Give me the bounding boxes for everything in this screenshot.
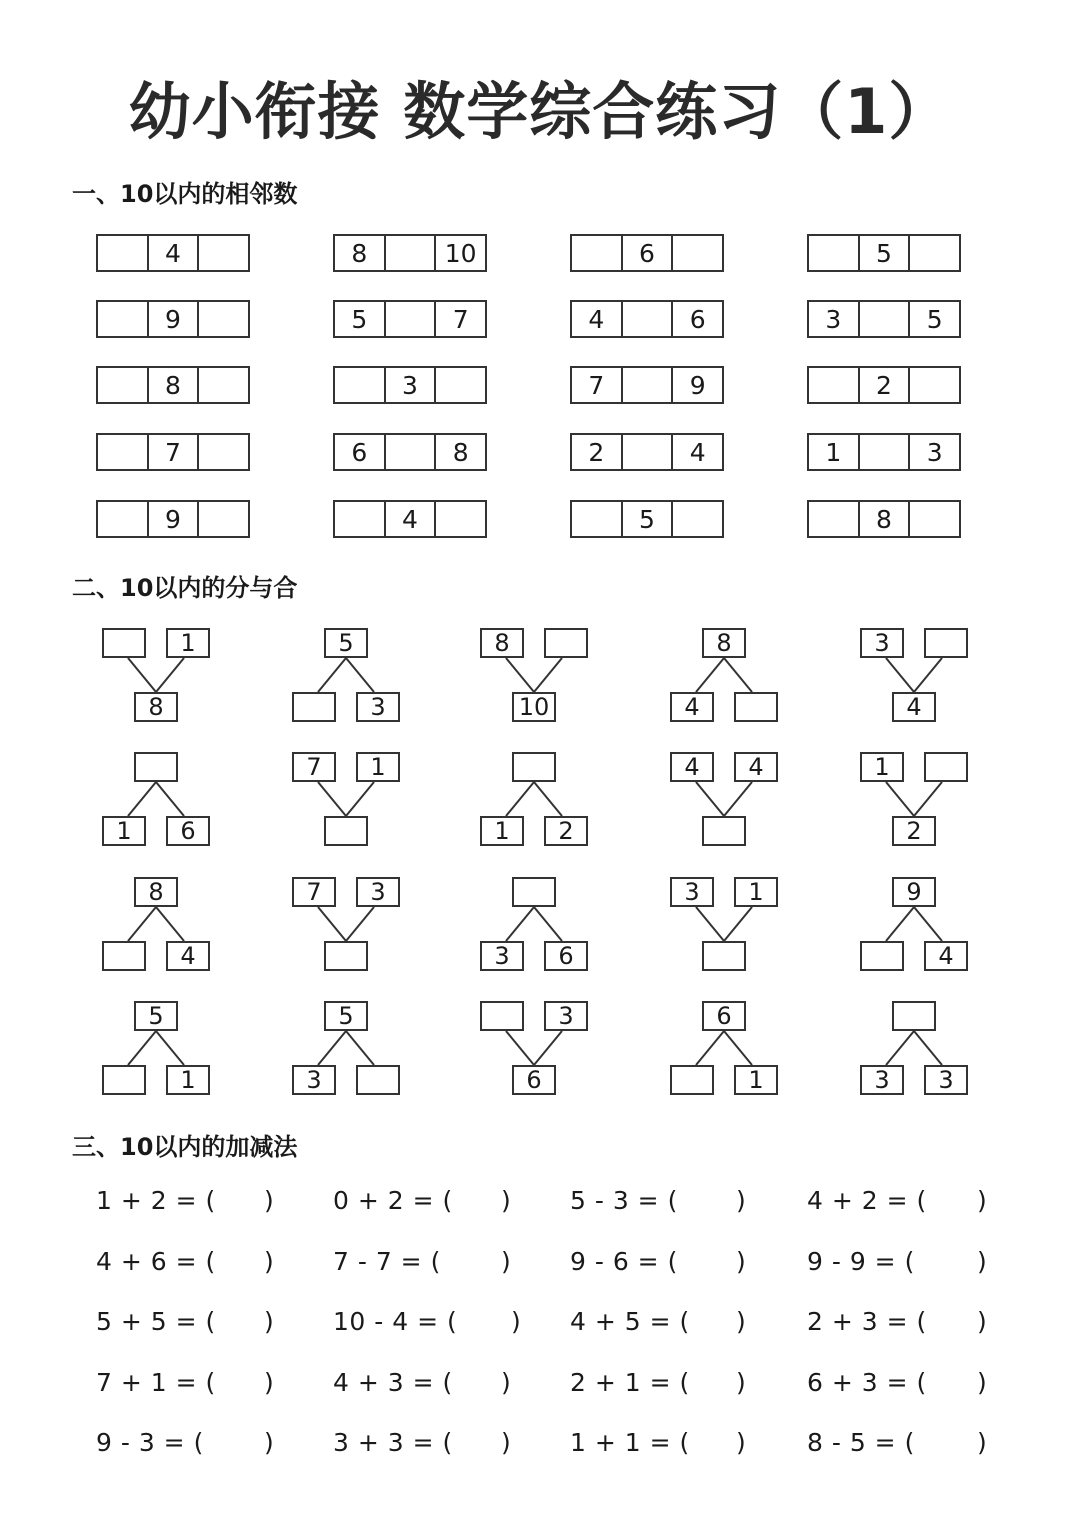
answer-blank-box[interactable] xyxy=(512,877,556,907)
equation-prompt: 8 - 5 = ( xyxy=(807,1428,915,1457)
equation-prompt: 0 + 2 = ( xyxy=(333,1186,453,1215)
given-number-box: 1 xyxy=(825,437,842,467)
answer-blank-box[interactable] xyxy=(134,752,178,782)
answer-close-paren: ) xyxy=(264,1428,274,1457)
answer-blank-box[interactable] xyxy=(908,502,959,536)
equation-prompt: 1 + 1 = ( xyxy=(570,1428,690,1457)
equation-prompt: 2 + 1 = ( xyxy=(570,1368,690,1397)
answer-blank-box[interactable] xyxy=(572,502,621,536)
answer-close-paren: ) xyxy=(501,1247,511,1276)
answer-blank-box[interactable] xyxy=(860,941,904,971)
neighbor-triplet xyxy=(570,234,724,272)
number-bond xyxy=(670,628,778,728)
given-number-box: 7 xyxy=(434,302,485,336)
answer-blank-box[interactable] xyxy=(98,236,147,270)
given-number-box: 1 xyxy=(356,752,400,782)
answer-blank-box[interactable] xyxy=(384,435,435,469)
answer-blank-box[interactable] xyxy=(670,1065,714,1095)
number-bond xyxy=(480,628,588,728)
answer-close-paren: ) xyxy=(736,1247,746,1276)
given-number-box: 5 xyxy=(324,628,368,658)
section-heading-neighbors: 一、10以内的相邻数 xyxy=(72,180,298,208)
given-number-box: 1 xyxy=(102,816,146,846)
answer-blank-box[interactable] xyxy=(809,502,858,536)
answer-blank-box[interactable] xyxy=(98,435,147,469)
given-number-box: 3 xyxy=(292,1065,336,1095)
neighbor-triplet xyxy=(333,500,487,538)
answer-close-paren: ) xyxy=(264,1307,274,1336)
answer-blank-box[interactable] xyxy=(892,1001,936,1031)
given-number-box: 9 xyxy=(147,502,198,536)
answer-close-paren: ) xyxy=(264,1368,274,1397)
number-bond xyxy=(860,1001,968,1101)
neighbor-triplet xyxy=(807,300,961,338)
neighbor-triplet xyxy=(333,234,487,272)
answer-blank-box[interactable] xyxy=(324,816,368,846)
given-number-box: 1 xyxy=(166,1065,210,1095)
equation-prompt: 9 - 9 = ( xyxy=(807,1247,915,1276)
answer-blank-box[interactable] xyxy=(908,236,959,270)
answer-blank-box[interactable] xyxy=(434,502,485,536)
number-bond xyxy=(292,877,400,977)
equation-prompt: 7 - 7 = ( xyxy=(333,1247,441,1276)
neighbor-triplet xyxy=(333,433,487,471)
number-bond xyxy=(860,877,968,977)
given-number-box: 2 xyxy=(858,368,909,402)
equation-prompt: 9 - 6 = ( xyxy=(570,1247,678,1276)
equation-prompt: 6 + 3 = ( xyxy=(807,1368,927,1397)
neighbor-triplet xyxy=(570,300,724,338)
neighbor-triplet xyxy=(96,433,250,471)
answer-blank-box[interactable] xyxy=(335,368,384,402)
number-bond xyxy=(102,628,210,728)
given-number-box: 4 xyxy=(892,692,936,722)
section-heading-bonds: 二、10以内的分与合 xyxy=(72,574,298,602)
given-number-box: 2 xyxy=(892,816,936,846)
answer-close-paren: ) xyxy=(264,1186,274,1215)
answer-blank-box[interactable] xyxy=(324,941,368,971)
number-bond xyxy=(860,628,968,728)
given-number-box: 6 xyxy=(671,302,722,336)
answer-close-paren: ) xyxy=(977,1247,987,1276)
answer-blank-box[interactable] xyxy=(384,236,435,270)
given-number-box: 4 xyxy=(670,692,714,722)
answer-close-paren: ) xyxy=(977,1307,987,1336)
equation-prompt: 4 + 2 = ( xyxy=(807,1186,927,1215)
given-number-box: 1 xyxy=(480,816,524,846)
answer-close-paren: ) xyxy=(501,1368,511,1397)
neighbor-triplet xyxy=(96,500,250,538)
answer-blank-box[interactable] xyxy=(102,628,146,658)
answer-blank-box[interactable] xyxy=(102,1065,146,1095)
given-number-box: 6 xyxy=(702,1001,746,1031)
given-number-box: 4 xyxy=(147,236,198,270)
answer-blank-box[interactable] xyxy=(621,435,672,469)
given-number-box: 3 xyxy=(384,368,435,402)
answer-close-paren: ) xyxy=(736,1368,746,1397)
answer-blank-box[interactable] xyxy=(924,752,968,782)
given-number-box: 9 xyxy=(671,368,722,402)
given-number-box: 1 xyxy=(166,628,210,658)
equation-prompt: 3 + 3 = ( xyxy=(333,1428,453,1457)
answer-close-paren: ) xyxy=(736,1428,746,1457)
given-number-box: 8 xyxy=(134,877,178,907)
given-number-box: 3 xyxy=(860,628,904,658)
given-number-box: 10 xyxy=(512,692,556,722)
answer-blank-box[interactable] xyxy=(98,502,147,536)
answer-blank-box[interactable] xyxy=(809,236,858,270)
given-number-box: 1 xyxy=(860,752,904,782)
answer-close-paren: ) xyxy=(501,1428,511,1457)
answer-blank-box[interactable] xyxy=(858,302,909,336)
number-bond xyxy=(860,752,968,852)
given-number-box: 5 xyxy=(351,304,368,334)
equation-prompt: 4 + 3 = ( xyxy=(333,1368,453,1397)
number-bond xyxy=(102,877,210,977)
answer-blank-box[interactable] xyxy=(197,368,248,402)
given-number-box: 3 xyxy=(924,1065,968,1095)
given-number-box: 8 xyxy=(858,502,909,536)
given-number-box: 5 xyxy=(908,302,959,336)
answer-blank-box[interactable] xyxy=(702,816,746,846)
given-number-box: 4 xyxy=(384,502,435,536)
answer-blank-box[interactable] xyxy=(512,752,556,782)
answer-blank-box[interactable] xyxy=(197,302,248,336)
given-number-box: 4 xyxy=(588,304,605,334)
given-number-box: 6 xyxy=(544,941,588,971)
number-bond xyxy=(102,752,210,852)
equation-prompt: 9 - 3 = ( xyxy=(96,1428,204,1457)
given-number-box: 8 xyxy=(434,435,485,469)
section-heading-equations: 三、10以内的加减法 xyxy=(72,1133,298,1161)
answer-blank-box[interactable] xyxy=(734,692,778,722)
number-bond xyxy=(480,877,588,977)
neighbor-triplet xyxy=(570,433,724,471)
number-bond xyxy=(292,752,400,852)
equation-prompt: 1 + 2 = ( xyxy=(96,1186,216,1215)
given-number-box: 6 xyxy=(512,1065,556,1095)
given-number-box: 1 xyxy=(734,1065,778,1095)
given-number-box: 4 xyxy=(924,941,968,971)
neighbor-triplet xyxy=(807,366,961,404)
answer-blank-box[interactable] xyxy=(621,302,672,336)
given-number-box: 1 xyxy=(734,877,778,907)
given-number-box: 7 xyxy=(292,877,336,907)
number-bond xyxy=(670,877,778,977)
number-bond xyxy=(480,1001,588,1101)
given-number-box: 8 xyxy=(351,238,368,268)
number-bond xyxy=(670,752,778,852)
neighbor-triplet xyxy=(807,433,961,471)
neighbor-triplet xyxy=(807,500,961,538)
given-number-box: 3 xyxy=(670,877,714,907)
given-number-box: 4 xyxy=(734,752,778,782)
answer-blank-box[interactable] xyxy=(98,302,147,336)
given-number-box: 5 xyxy=(134,1001,178,1031)
given-number-box: 3 xyxy=(356,877,400,907)
neighbor-triplet xyxy=(333,300,487,338)
answer-close-paren: ) xyxy=(977,1186,987,1215)
answer-blank-box[interactable] xyxy=(197,236,248,270)
neighbor-triplet xyxy=(96,300,250,338)
given-number-box: 2 xyxy=(544,816,588,846)
answer-blank-box[interactable] xyxy=(572,236,621,270)
number-bond xyxy=(292,628,400,728)
answer-blank-box[interactable] xyxy=(356,1065,400,1095)
number-bond xyxy=(102,1001,210,1101)
equation-prompt: 5 - 3 = ( xyxy=(570,1186,678,1215)
given-number-box: 7 xyxy=(147,435,198,469)
given-number-box: 9 xyxy=(892,877,936,907)
equation-prompt: 7 + 1 = ( xyxy=(96,1368,216,1397)
answer-blank-box[interactable] xyxy=(434,368,485,402)
answer-blank-box[interactable] xyxy=(671,236,722,270)
neighbor-triplet xyxy=(807,234,961,272)
given-number-box: 5 xyxy=(858,236,909,270)
given-number-box: 4 xyxy=(671,435,722,469)
given-number-box: 6 xyxy=(621,236,672,270)
equation-prompt: 10 - 4 = ( xyxy=(333,1307,458,1336)
given-number-box: 3 xyxy=(544,1001,588,1031)
given-number-box: 3 xyxy=(356,692,400,722)
given-number-box: 8 xyxy=(702,628,746,658)
answer-close-paren: ) xyxy=(501,1186,511,1215)
answer-close-paren: ) xyxy=(977,1428,987,1457)
given-number-box: 7 xyxy=(292,752,336,782)
given-number-box: 3 xyxy=(908,435,959,469)
equation-prompt: 5 + 5 = ( xyxy=(96,1307,216,1336)
answer-blank-box[interactable] xyxy=(335,502,384,536)
answer-blank-box[interactable] xyxy=(544,628,588,658)
given-number-box: 8 xyxy=(147,368,198,402)
given-number-box: 3 xyxy=(825,304,842,334)
given-number-box: 10 xyxy=(434,236,485,270)
given-number-box: 5 xyxy=(324,1001,368,1031)
equation-prompt: 2 + 3 = ( xyxy=(807,1307,927,1336)
neighbor-triplet xyxy=(96,234,250,272)
answer-blank-box[interactable] xyxy=(98,368,147,402)
given-number-box: 6 xyxy=(166,816,210,846)
answer-blank-box[interactable] xyxy=(924,628,968,658)
number-bond xyxy=(292,1001,400,1101)
neighbor-triplet xyxy=(333,366,487,404)
neighbor-triplet xyxy=(96,366,250,404)
given-number-box: 5 xyxy=(621,502,672,536)
answer-blank-box[interactable] xyxy=(480,1001,524,1031)
answer-close-paren: ) xyxy=(264,1247,274,1276)
given-number-box: 4 xyxy=(670,752,714,782)
answer-blank-box[interactable] xyxy=(671,502,722,536)
answer-blank-box[interactable] xyxy=(621,368,672,402)
given-number-box: 8 xyxy=(134,692,178,722)
page-title: 幼小衔接 数学综合练习（1） xyxy=(128,75,952,148)
answer-blank-box[interactable] xyxy=(102,941,146,971)
given-number-box: 4 xyxy=(166,941,210,971)
given-number-box: 2 xyxy=(588,437,605,467)
given-number-box: 6 xyxy=(351,437,368,467)
answer-blank-box[interactable] xyxy=(702,941,746,971)
answer-blank-box[interactable] xyxy=(858,435,909,469)
given-number-box: 3 xyxy=(860,1065,904,1095)
number-bond xyxy=(480,752,588,852)
given-number-box: 8 xyxy=(480,628,524,658)
answer-blank-box[interactable] xyxy=(197,435,248,469)
given-number-box: 9 xyxy=(147,302,198,336)
answer-blank-box[interactable] xyxy=(197,502,248,536)
equation-prompt: 4 + 5 = ( xyxy=(570,1307,690,1336)
neighbor-triplet xyxy=(570,500,724,538)
answer-blank-box[interactable] xyxy=(292,692,336,722)
answer-close-paren: ) xyxy=(736,1307,746,1336)
answer-blank-box[interactable] xyxy=(908,368,959,402)
equation-prompt: 4 + 6 = ( xyxy=(96,1247,216,1276)
given-number-box: 7 xyxy=(588,370,605,400)
number-bond xyxy=(670,1001,778,1101)
answer-blank-box[interactable] xyxy=(809,368,858,402)
answer-close-paren: ) xyxy=(511,1307,521,1336)
given-number-box: 3 xyxy=(480,941,524,971)
answer-close-paren: ) xyxy=(977,1368,987,1397)
answer-blank-box[interactable] xyxy=(384,302,435,336)
neighbor-triplet xyxy=(570,366,724,404)
answer-close-paren: ) xyxy=(736,1186,746,1215)
